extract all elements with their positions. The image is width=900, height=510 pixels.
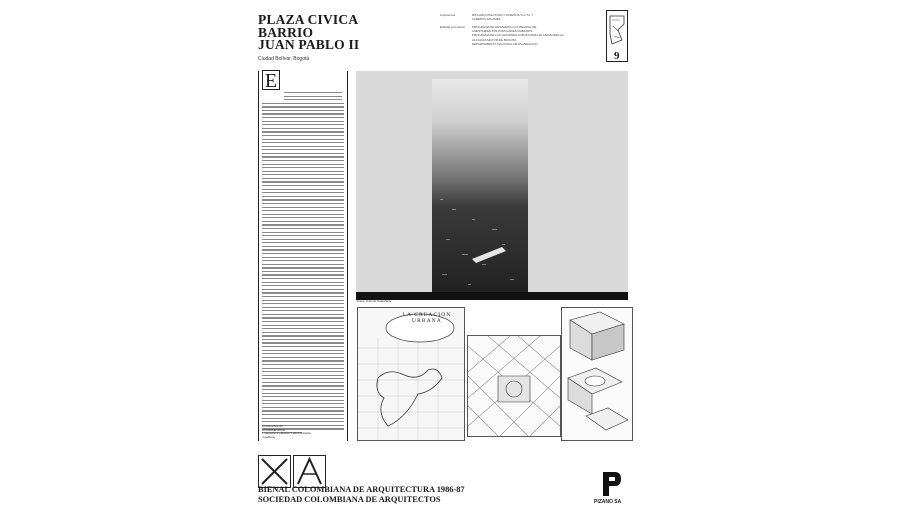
photo-bottom-band xyxy=(356,292,628,300)
location-subtitle: Ciudad Bolívar, Bogotá xyxy=(258,56,310,62)
text-line xyxy=(262,181,344,182)
text-line xyxy=(262,146,344,147)
text-line xyxy=(262,142,344,143)
text-line xyxy=(262,164,344,165)
aerial-photo xyxy=(356,71,628,300)
text-line xyxy=(284,92,342,93)
text-line xyxy=(262,368,344,369)
text-line xyxy=(262,249,344,250)
text-line xyxy=(262,167,344,168)
text-line xyxy=(262,174,344,175)
column-rule-right xyxy=(347,71,348,441)
title-line: BARRIO xyxy=(258,24,314,40)
text-line xyxy=(262,335,344,336)
text-line xyxy=(262,113,344,114)
text-line xyxy=(262,128,344,129)
column-rule-left xyxy=(258,71,259,441)
text-line xyxy=(262,210,344,211)
bienal-x-logo-icon xyxy=(259,456,290,487)
text-line xyxy=(262,274,344,275)
text-line xyxy=(262,228,344,229)
text-line xyxy=(262,171,344,172)
text-line xyxy=(262,103,344,104)
text-line xyxy=(262,207,344,208)
text-line xyxy=(262,124,344,125)
text-line xyxy=(262,360,344,361)
text-line xyxy=(262,300,344,301)
title-line: PLAZA CIVICA xyxy=(258,12,359,27)
credit-value: ALBERTO ZALAMEA xyxy=(472,17,501,22)
credit-value: ASENTAMIENTOS POPULARES URBANOS xyxy=(472,29,533,34)
note-line: AXONOMETRICO xyxy=(262,427,285,432)
axonometric-icon xyxy=(562,308,632,440)
text-line xyxy=(262,160,344,161)
note-line: 4 auditorio xyxy=(262,434,276,439)
text-line xyxy=(262,357,344,358)
text-line xyxy=(262,385,344,386)
text-line xyxy=(262,135,344,136)
photo-caption: Fotos: Antonio Castañeda xyxy=(357,299,392,303)
bienal-logo-right xyxy=(293,455,326,488)
text-line xyxy=(262,342,344,343)
text-line xyxy=(262,156,344,157)
bienal-logo-left xyxy=(258,455,291,488)
text-line xyxy=(262,375,344,376)
text-line xyxy=(262,418,344,419)
text-line xyxy=(262,267,344,268)
text-line xyxy=(262,260,344,261)
text-line xyxy=(262,217,344,218)
text-line xyxy=(262,346,344,347)
credit-value: PROGRAMA DE DESARROLLO INTEGRAL DE xyxy=(472,25,537,29)
text-line xyxy=(262,371,344,372)
axonometric-drawing xyxy=(561,307,633,441)
credit-label: Entidad promotora xyxy=(440,25,465,29)
text-line xyxy=(262,403,344,404)
text-line xyxy=(262,325,344,326)
text-line xyxy=(262,121,344,122)
footer-line: BIENAL COLOMBIANA DE ARQUITECTURA 1986-87 xyxy=(258,485,465,494)
text-line xyxy=(262,232,344,233)
note-line: 1 ubicación 2 pabellón 3 administración xyxy=(262,431,311,436)
credit-value: RITA ARQUITECTURA Y DISEÑOS S.A. M. Y. xyxy=(472,13,534,17)
text-line xyxy=(262,117,344,118)
text-line xyxy=(262,289,344,290)
text-line xyxy=(262,203,344,204)
text-line xyxy=(262,189,344,190)
text-line xyxy=(262,246,344,247)
text-line xyxy=(262,178,344,179)
sponsor-name: PIZANO SA xyxy=(594,499,622,505)
text-line xyxy=(262,310,344,311)
text-line xyxy=(262,139,344,140)
text-line xyxy=(262,242,344,243)
text-line xyxy=(262,407,344,408)
text-line xyxy=(262,239,344,240)
text-line xyxy=(262,350,344,351)
credit-value: DEPARTAMENTO NACIONAL DE PLANEACION xyxy=(472,41,538,46)
sketch-heading-line: LA CREACION xyxy=(402,312,452,318)
text-line xyxy=(262,378,344,379)
credits-block xyxy=(440,13,620,49)
text-line xyxy=(262,196,344,197)
project-title xyxy=(258,14,359,52)
credit-value: ALCALDIA MAYOR DE BOGOTA xyxy=(472,37,517,42)
text-line xyxy=(262,314,344,315)
text-line xyxy=(262,410,344,411)
note-line: LOCALIZACION xyxy=(262,424,283,428)
figure-sketch-icon xyxy=(358,308,464,440)
article-column xyxy=(262,70,344,92)
text-line xyxy=(262,110,344,111)
title-line: JUAN PABLO II xyxy=(258,37,360,52)
pizano-logo-icon xyxy=(601,470,623,498)
sketch-heading-line: URBANA xyxy=(412,318,442,324)
text-line xyxy=(262,185,344,186)
footer-line: SOCIEDAD COLOMBIANA DE ARQUITECTOS xyxy=(258,494,441,504)
text-line xyxy=(262,153,344,154)
drop-cap: E xyxy=(262,70,280,90)
text-line xyxy=(262,382,344,383)
text-line xyxy=(262,253,344,254)
text-line xyxy=(284,96,342,97)
text-line xyxy=(262,257,344,258)
text-line xyxy=(262,199,344,200)
city-texture-icon xyxy=(432,79,528,292)
text-line xyxy=(262,235,344,236)
text-line xyxy=(262,303,344,304)
text-line xyxy=(262,285,344,286)
text-line xyxy=(262,364,344,365)
text-line xyxy=(262,296,344,297)
text-line xyxy=(262,414,344,415)
concept-sketch xyxy=(357,307,465,441)
article-text-lines xyxy=(262,92,344,436)
aerial-photo-strip xyxy=(432,79,528,292)
text-line xyxy=(284,99,342,100)
text-line xyxy=(262,221,344,222)
plaza-plan-drawing xyxy=(467,335,561,437)
text-line xyxy=(262,321,344,322)
text-line xyxy=(262,393,344,394)
text-line xyxy=(262,396,344,397)
credit-value: PROGRAMA DE LAS NACIONES UNIDAS PARA EL DESARROLLO xyxy=(472,33,564,38)
text-line xyxy=(262,328,344,329)
text-line xyxy=(262,332,344,333)
figure-notes xyxy=(262,425,311,439)
text-line xyxy=(262,339,344,340)
text-line xyxy=(262,271,344,272)
text-line xyxy=(262,131,344,132)
text-line xyxy=(262,282,344,283)
text-line xyxy=(262,214,344,215)
text-line xyxy=(262,292,344,293)
page-number: 9 xyxy=(614,50,620,62)
text-line xyxy=(262,317,344,318)
text-line xyxy=(262,389,344,390)
footer-title xyxy=(258,485,465,504)
bienal-a-logo-icon xyxy=(294,456,325,487)
text-line xyxy=(262,224,344,225)
text-line xyxy=(262,264,344,265)
text-line xyxy=(262,353,344,354)
sketch-heading xyxy=(392,312,462,324)
credit-label: Arquitectos xyxy=(440,13,456,17)
text-line xyxy=(262,307,344,308)
plaza-plan-icon xyxy=(468,336,560,436)
text-line xyxy=(262,421,344,422)
text-line xyxy=(262,106,344,107)
text-line xyxy=(262,192,344,193)
text-line xyxy=(262,278,344,279)
text-line xyxy=(262,400,344,401)
text-line xyxy=(262,149,344,150)
